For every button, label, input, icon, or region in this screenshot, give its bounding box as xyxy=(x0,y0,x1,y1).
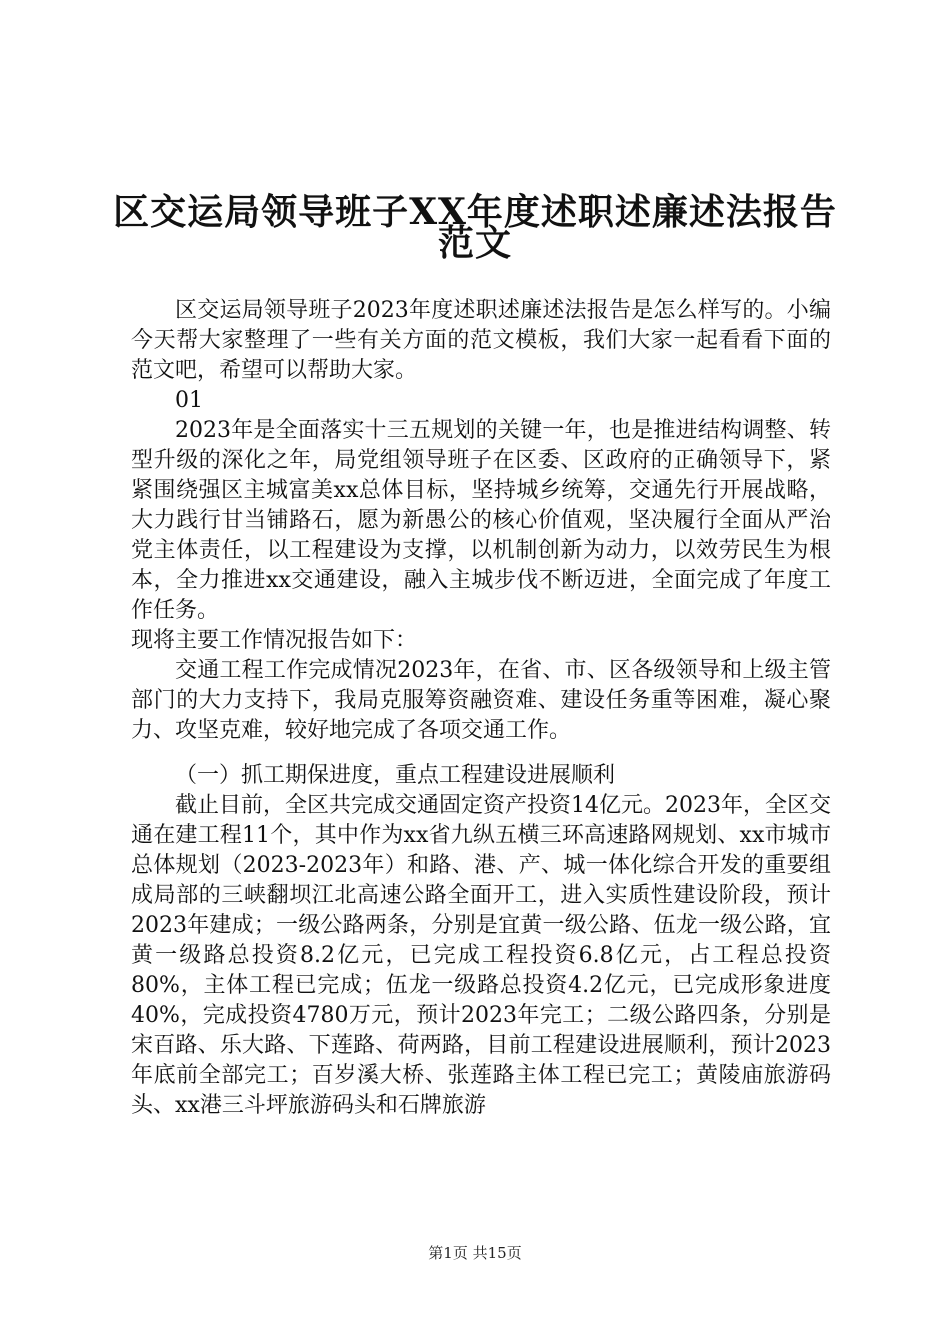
section-number: 01 xyxy=(175,388,203,413)
document-body xyxy=(131,296,831,1121)
document-title-line-2: 范文 xyxy=(437,222,512,264)
page-footer: 第1页 共15页 xyxy=(428,1244,522,1262)
body-paragraph: 截止目前，全区共完成交通固定资产投资14亿元。2023年，全区交通在建工程11个，其中作为xx省九纵五横三环高速路网规划、xx市城市总体规划（2023-2023年）和路、港、产、城一体化综合开发的重要组成局部的三峡翻坝江北高速公路全面开工，进入实质性建设阶段，预计2023年建成；一级公路两条，分别是宜黄一级公路、伍龙一级公路，宜黄一级路总投资8.2亿元，已完成工程投资6.8亿元，占工程总投资80%，主体工程已完成；伍龙一级路总投资4.2亿元，已完成形象进度40%，完成投资4780万元，预计2023年完工；二级公路四条，分别是宋百路、乐大路、下莲路、荷两路，目前工程建设进展顺利，预计2023年底前全部完工；百岁溪大桥、张莲路主体工程已完工；黄陵庙旅游码头、xx港三斗坪旅游码头和石牌旅游 xyxy=(131,793,832,1118)
body-paragraph: 2023年是全面落实十三五规划的关键一年，也是推进结构调整、转型升级的深化之年，局党组领导班子在区委、区政府的正确领导下，紧紧围绕强区主城富美xx总体目标，坚持城乡统筹，交通先行开展战略，大力践行甘当铺路石，愿为新愚公的核心价值观，坚决履行全面从严治党主体责任，以工程建设为支撑，以机制创新为动力，以效劳民生为根本，全力推进xx交通建设，融入主城步伐不断迈进，全面完成了年度工作任务。 xyxy=(131,418,831,623)
intro-paragraph: 区交运局领导班子2023年度述职述廉述法报告是怎么样写的。小编今天帮大家整理了一些有关方面的范文模板，我们大家一起看看下面的范文吧，希望可以帮助大家。 xyxy=(131,298,831,383)
body-paragraph: 现将主要工作情况报告如下： xyxy=(131,628,418,653)
section-heading: （一）抓工期保进度，重点工程建设进展顺利 xyxy=(175,763,616,788)
document-title-line-1: 区交运局领导班子XX年度述职述廉述法报告 xyxy=(113,191,837,233)
body-paragraph: 交通工程工作完成情况2023年，在省、市、区各级领导和上级主管部门的大力支持下，我局克服筹资融资难、建设任务重等困难，凝心聚力、攻坚克难，较好地完成了各项交通工作。 xyxy=(131,658,831,743)
